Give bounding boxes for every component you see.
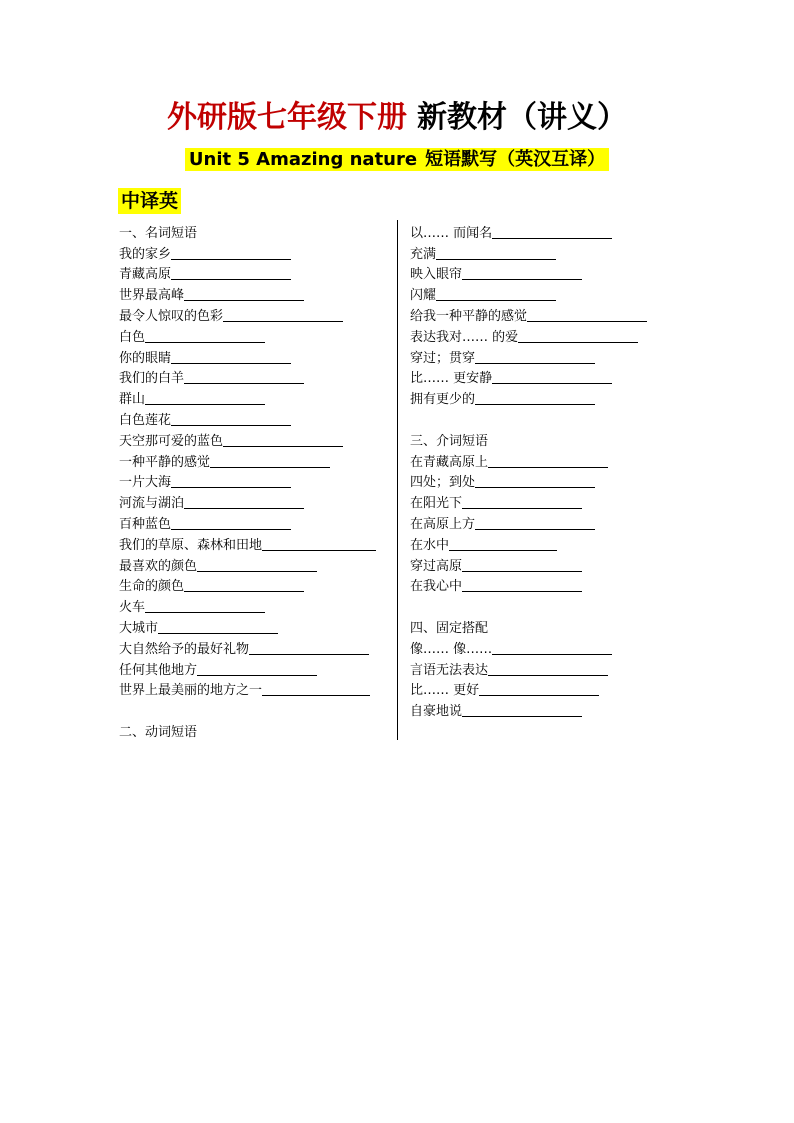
phrase-label: 穿过高原 — [410, 558, 463, 574]
answer-blank[interactable] — [518, 328, 638, 343]
phrase-item — [410, 367, 670, 388]
phrase-item — [119, 533, 391, 554]
answer-blank[interactable] — [145, 328, 265, 343]
phrase-item — [119, 637, 391, 658]
phrase-label: 四、固定搭配 — [410, 620, 489, 636]
answer-blank[interactable] — [171, 515, 291, 530]
phrase-item — [410, 304, 670, 325]
phrase-item — [119, 450, 391, 471]
phrase-label: 我们的白羊 — [119, 371, 185, 387]
phrase-label: 拥有更少的 — [410, 392, 476, 408]
phrase-label: 在我心中 — [410, 579, 463, 595]
phrase-label: 闪耀 — [410, 288, 437, 304]
phrase-label: 二、动词短语 — [119, 724, 198, 740]
phrase-item — [119, 699, 391, 720]
answer-blank[interactable] — [492, 369, 612, 384]
phrase-item — [119, 512, 391, 533]
document-subtitle — [0, 148, 794, 172]
phrase-item — [410, 387, 670, 408]
phrase-item — [410, 616, 670, 637]
right-column — [410, 221, 670, 720]
phrase-item — [119, 221, 391, 242]
phrase-label: 一片大海 — [119, 475, 172, 491]
phrase-item — [410, 263, 670, 284]
phrase-label: 一、名词短语 — [119, 225, 198, 241]
phrase-label: 比…… 更好 — [410, 683, 480, 699]
phrase-item — [410, 512, 670, 533]
phrase-label: 我的家乡 — [119, 246, 172, 262]
answer-blank[interactable] — [492, 640, 612, 655]
left-column — [119, 221, 391, 741]
phrase-label: 白色 — [119, 329, 146, 345]
answer-blank[interactable] — [262, 681, 370, 696]
answer-blank[interactable] — [527, 307, 647, 322]
phrase-item — [119, 616, 391, 637]
answer-blank[interactable] — [184, 369, 304, 384]
answer-blank[interactable] — [462, 702, 582, 717]
answer-blank[interactable] — [488, 453, 608, 468]
answer-blank[interactable] — [436, 245, 556, 260]
phrase-item — [410, 491, 670, 512]
section-heading: 中译英 — [118, 188, 181, 214]
phrase-item — [119, 554, 391, 575]
phrase-item — [119, 387, 391, 408]
phrase-item — [119, 491, 391, 512]
phrase-label: 我们的草原、森林和田地 — [119, 537, 263, 553]
answer-blank[interactable] — [145, 598, 265, 613]
answer-blank[interactable] — [436, 286, 556, 301]
phrase-label: 青藏高原 — [119, 267, 172, 283]
phrase-item — [410, 679, 670, 700]
phrase-label: 最喜欢的颜色 — [119, 558, 198, 574]
title-book: 外研版七年级下册 — [167, 100, 407, 135]
phrase-item — [410, 429, 670, 450]
answer-blank[interactable] — [475, 390, 595, 405]
answer-blank[interactable] — [249, 640, 369, 655]
phrase-label: 表达我对…… 的爱 — [410, 329, 519, 345]
phrase-item — [119, 575, 391, 596]
phrase-item — [119, 658, 391, 679]
answer-blank[interactable] — [197, 557, 317, 572]
phrase-item — [119, 367, 391, 388]
answer-blank[interactable] — [492, 224, 612, 239]
phrase-item — [410, 575, 670, 596]
phrase-label: 在水中 — [410, 537, 450, 553]
phrase-label: 最令人惊叹的色彩 — [119, 308, 224, 324]
phrase-label: 你的眼睛 — [119, 350, 172, 366]
phrase-label: 四处；到处 — [410, 475, 476, 491]
answer-blank[interactable] — [184, 577, 304, 592]
answer-blank[interactable] — [475, 515, 595, 530]
phrase-item — [410, 283, 670, 304]
phrase-item — [410, 637, 670, 658]
phrase-label: 一种平静的感觉 — [119, 454, 211, 470]
phrase-item — [119, 408, 391, 429]
phrase-item — [410, 346, 670, 367]
phrase-item — [410, 408, 670, 429]
phrase-item — [119, 679, 391, 700]
subtitle-unit: Unit 5 Amazing nature — [185, 148, 421, 171]
answer-blank[interactable] — [171, 349, 291, 364]
document-title — [0, 96, 794, 140]
phrase-item — [410, 471, 670, 492]
phrase-label: 群山 — [119, 392, 146, 408]
phrase-item — [410, 554, 670, 575]
phrase-item — [119, 304, 391, 325]
phrase-item — [410, 221, 670, 242]
phrase-label: 大自然给予的最好礼物 — [119, 641, 250, 657]
phrase-label: 自豪地说 — [410, 704, 463, 720]
answer-blank[interactable] — [462, 557, 582, 572]
phrase-label: 三、介词短语 — [410, 433, 489, 449]
phrase-label: 在青藏高原上 — [410, 454, 489, 470]
answer-blank[interactable] — [475, 473, 595, 488]
phrase-label: 言语无法表达 — [410, 662, 489, 678]
answer-blank[interactable] — [262, 536, 376, 551]
answer-blank[interactable] — [223, 432, 343, 447]
phrase-label: 充满 — [410, 246, 437, 262]
answer-blank[interactable] — [184, 286, 304, 301]
phrase-item — [410, 325, 670, 346]
phrase-item — [410, 595, 670, 616]
answer-blank[interactable] — [210, 453, 330, 468]
phrase-label: 百种蓝色 — [119, 516, 172, 532]
phrase-label: 映入眼帘 — [410, 267, 463, 283]
phrase-item — [119, 242, 391, 263]
answer-blank[interactable] — [184, 494, 304, 509]
phrase-item — [119, 429, 391, 450]
phrase-item — [410, 658, 670, 679]
subtitle-topic: 短语默写（英汉互译） — [421, 148, 609, 171]
title-edition: 新教材（讲义） — [417, 100, 627, 135]
phrase-label: 生命的颜色 — [119, 579, 185, 595]
phrase-label: 给我一种平静的感觉 — [410, 308, 528, 324]
phrase-item — [119, 263, 391, 284]
phrase-label: 白色莲花 — [119, 412, 172, 428]
phrase-item — [410, 699, 670, 720]
phrase-label: 在阳光下 — [410, 496, 463, 512]
phrase-item — [119, 595, 391, 616]
answer-blank[interactable] — [145, 390, 265, 405]
phrase-label: 世界上最美丽的地方之一 — [119, 683, 263, 699]
answer-blank[interactable] — [197, 661, 317, 676]
phrase-label: 以…… 而闻名 — [410, 225, 493, 241]
phrase-label: 世界最高峰 — [119, 288, 185, 304]
phrase-label: 火车 — [119, 600, 146, 616]
phrase-label: 任何其他地方 — [119, 662, 198, 678]
phrase-label: 大城市 — [119, 620, 159, 636]
phrase-item — [410, 533, 670, 554]
phrase-item — [119, 471, 391, 492]
phrase-label: 比…… 更安静 — [410, 371, 493, 387]
answer-blank[interactable] — [158, 619, 278, 634]
phrase-item — [119, 325, 391, 346]
phrase-label: 天空那可爱的蓝色 — [119, 433, 224, 449]
column-divider — [397, 220, 398, 740]
answer-blank[interactable] — [475, 349, 595, 364]
phrase-item — [410, 450, 670, 471]
phrase-label: 穿过；贯穿 — [410, 350, 476, 366]
answer-blank[interactable] — [462, 265, 582, 280]
answer-blank[interactable] — [171, 245, 291, 260]
answer-blank[interactable] — [462, 577, 582, 592]
phrase-label: 河流与湖泊 — [119, 496, 185, 512]
answer-blank[interactable] — [171, 411, 291, 426]
answer-blank[interactable] — [171, 473, 291, 488]
answer-blank[interactable] — [171, 265, 291, 280]
phrase-item — [410, 242, 670, 263]
phrase-item — [119, 346, 391, 367]
answer-blank[interactable] — [462, 494, 582, 509]
phrase-label: 像…… 像…… — [410, 641, 493, 657]
answer-blank[interactable] — [488, 661, 608, 676]
answer-blank[interactable] — [479, 681, 599, 696]
answer-blank[interactable] — [449, 536, 557, 551]
phrase-item — [119, 283, 391, 304]
phrase-label: 在高原上方 — [410, 516, 476, 532]
answer-blank[interactable] — [223, 307, 343, 322]
phrase-item — [119, 720, 391, 741]
